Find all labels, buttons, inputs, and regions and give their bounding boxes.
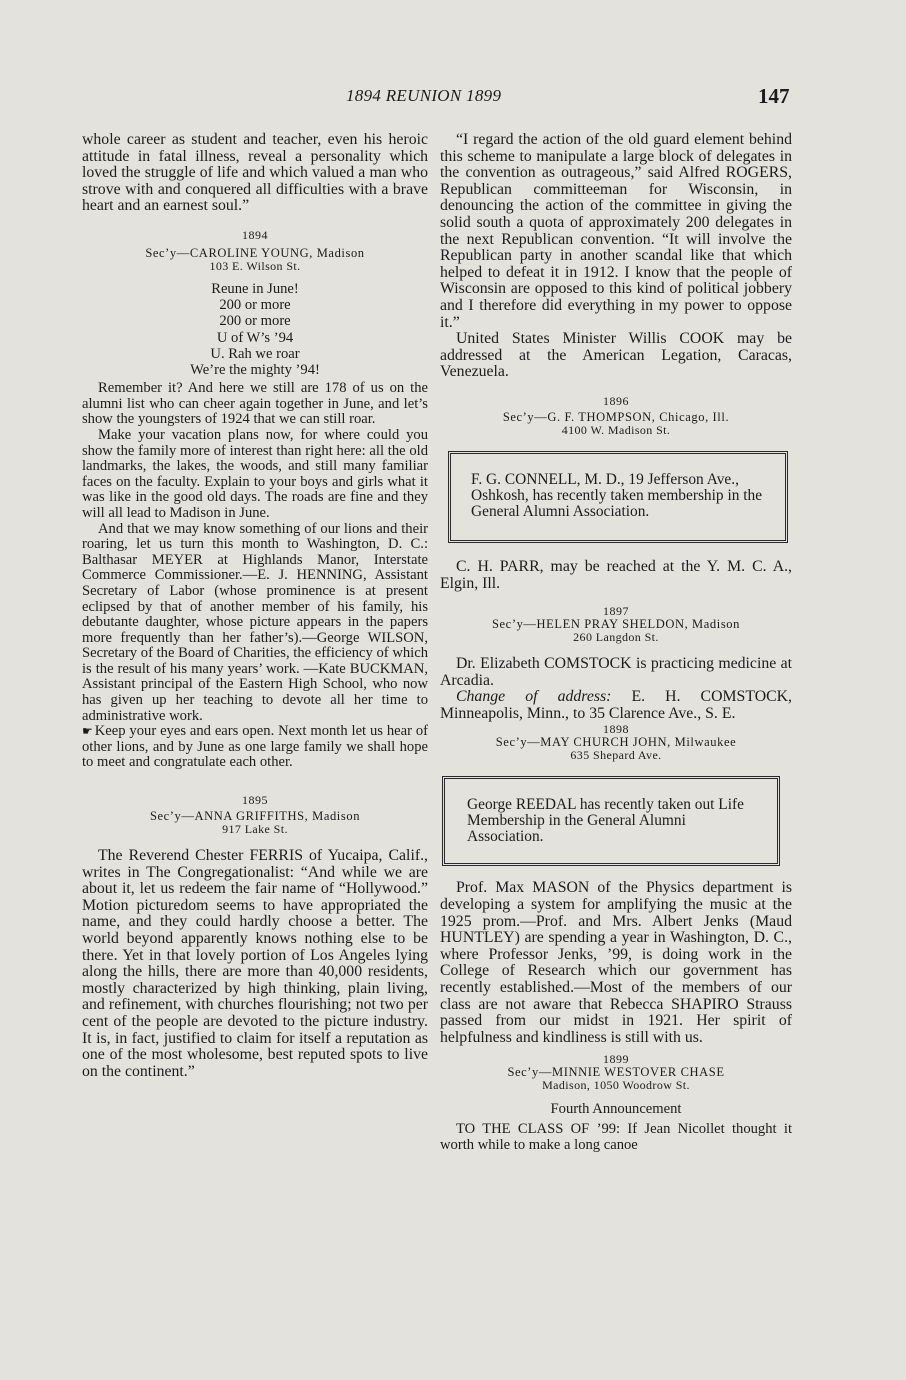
class-1899-secretary: Sec’y—MINNIE WESTOVER CHASE: [507, 1065, 725, 1080]
class-1895-year: 1895: [242, 793, 268, 808]
comstock-paragraph: Dr. Elizabeth COMSTOCK is practicing medicine at Arcadia.: [440, 655, 792, 689]
cheer-line: Reune in June!: [211, 280, 299, 297]
connell-notice-box: [448, 451, 788, 543]
class-1899-year: 1899: [603, 1052, 629, 1067]
connell-notice-text: F. G. CONNELL, M. D., 19 Jefferson Ave., Oshkosh, has recently taken membership in the General Alumni Association.: [471, 470, 763, 520]
running-head: [0, 86, 906, 110]
class-1896-secretary: Sec’y—G. F. THOMPSON, Chicago, Ill.: [502, 409, 730, 424]
cheer-line: U. Rah we roar: [210, 345, 300, 362]
class-1894-closing-text: Keep your eyes and ears open. Next month let us hear of other lions, and by June as one large family we shall hope to meet and congratulate each other.: [82, 723, 428, 771]
class-1894-paragraph: And that we may know something of our lions and their roaring, let us turn this month to Washington, D. C.: Balthasar MEYER at Highlands Manor, Interstate Commerce Commissioner.—E. J. HENNING, Assistant Secretary of Labor (whose prominence is at present eclipsed by that of another member of his family, his debutante daughter, whose picture appears in the papers more frequently than her father’s).—George WILSON, Secretary of the Board of Charities, the efficiency of which is the result of his many years’ work. —Kate BUCKMAN, Assistant principal of the Eastern High School, who now has given up her teaching to devote all her time to administrative work.: [82, 520, 428, 724]
pointing-hand-icon: ☛: [82, 724, 93, 739]
class-1895-paragraph: The Reverend Chester FERRIS of Yucaipa, Calif., writes in The Congregationalist: “And while we are about it, let us redeem the fair name of “Hollywood.” Motion picturedom seems to have appropriated the name, and they could hardly choose a better. The world beyond apparently knows nothing else to be there. Yet in that lovely portion of Los Angeles lying along the hills, there are more than 40,000 residents, mostly characterized by high thinking, plain living, and refinement, with churches flourishing; not two per cent of the people are devoted to the picture industry. It is, in fact, justified to claim for itself a reputation as one of the most wholesome, best reputed spots to live on the continent.”: [82, 847, 428, 1080]
parr-paragraph: C. H. PARR, may be reached at the Y. M. C. A., Elgin, Ill.: [440, 557, 792, 592]
class-1894-cheer: [82, 281, 428, 378]
cheer-line: 200 or more: [219, 297, 291, 314]
cheer-line: 200 or more: [219, 313, 291, 330]
class-1896-year: 1896: [603, 393, 629, 408]
class-1895-address: 917 Lake St.: [222, 822, 288, 837]
class-1894-secretary: Sec’y—CAROLINE YOUNG, Madison: [145, 245, 365, 260]
class-1899-address: Madison, 1050 Woodrow St.: [542, 1078, 690, 1093]
reedal-notice-text: George REEDAL has recently taken out Life Membership in the General Alumni Association.: [467, 796, 744, 846]
reedal-notice-box: [442, 776, 780, 866]
change-of-address-text: E. H. COMSTOCK, Minneapolis, Minn., to 35 Clarence Ave., S. E.: [440, 688, 793, 722]
class-1896-address: 4100 W. Madison St.: [561, 422, 671, 437]
class-1897-year: 1897: [603, 604, 629, 619]
class-1899-paragraph: TO THE CLASS OF ’99: If Jean Nicollet thought it worth while to make a long canoe: [440, 1121, 792, 1153]
cook-paragraph: United States Minister Willis COOK may be addressed at the American Legation, Caracas, Venezuela.: [440, 330, 792, 381]
change-of-address-paragraph: [440, 689, 792, 722]
class-1898-address: 635 Shepard Ave.: [570, 748, 662, 763]
cheer-line: We’re the mighty ’94!: [190, 361, 320, 378]
fourth-announcement-heading: Fourth Announcement: [550, 1101, 682, 1118]
class-1898-secretary: Sec’y—MAY CHURCH JOHN, Milwaukee: [495, 735, 737, 750]
class-1894-paragraph: [82, 724, 428, 771]
class-1894-paragraph: Remember it? And here we still are 178 of us on the alumni list who can cheer again together in June, and let’s show the youngsters of 1924 that we can still roar.: [82, 380, 428, 428]
class-1894-year: 1894: [242, 227, 268, 242]
change-of-address-label: Change of address:: [456, 688, 612, 706]
class-1897-secretary: Sec’y—HELEN PRAY SHELDON, Madison: [491, 617, 741, 632]
rogers-quote-paragraph: “I regard the action of the old guard element behind this scheme to manipulate a large block of delegates in the convention as outrageous,” said Alfred ROGERS, Republican committeeman for Wisconsin, in denouncing the action of the committee in giving the solid south a quota of approximately 200 delegates in the next Republican convention. “It will involve the Republican party in another scandal like that which helped to defeat it in 1912. I know that the people of Wisconsin are opposed to this kind of political jobbery and I therefore did everything in my power to oppose it.”: [440, 131, 792, 331]
right-column: [440, 132, 792, 1153]
running-title: 1894 REUNION 1899: [346, 86, 502, 105]
intro-quote-paragraph: whole career as student and teacher, even his heroic attitude in fatal illness, reveal a personality which loved the struggle of life and which valued a man who strove with and conquered all difficulties with a brave heart and an earnest soul.”: [82, 131, 428, 215]
class-1897-address: 260 Langdon St.: [573, 630, 659, 645]
class-1894-address: 103 E. Wilson St.: [209, 258, 301, 273]
mason-paragraph: Prof. Max MASON of the Physics department is developing a system for amplifying the music at the 1925 prom.—Prof. and Mrs. Albert Jenks (Maud HUNTLEY) are spending a year in Washington, D. C., where Professor Jenks, ’99, is doing work in the College of Research which our government has recently established.—Most of the members of our class are not aware that Rebecca SHAPIRO Strauss passed from our midst in 1921. Her spirit of helpfulness and kindliness is still with us.: [440, 879, 792, 1046]
page-number: 147: [758, 84, 790, 108]
left-column: [82, 132, 428, 1080]
class-1898-year: 1898: [603, 722, 629, 737]
cheer-line: U of W’s ’94: [216, 329, 294, 346]
class-1895-secretary: Sec’y—ANNA GRIFFITHS, Madison: [149, 809, 361, 824]
class-1894-paragraph: Make your vacation plans now, for where could you show the family more of interest than right here: all the old landmarks, the lakes, the woods, and still many familiar faces on the faculty. Explain to your boys and girls what it was like in the good old days. The roads are fine and they will all lead to Madison in June.: [82, 426, 428, 521]
